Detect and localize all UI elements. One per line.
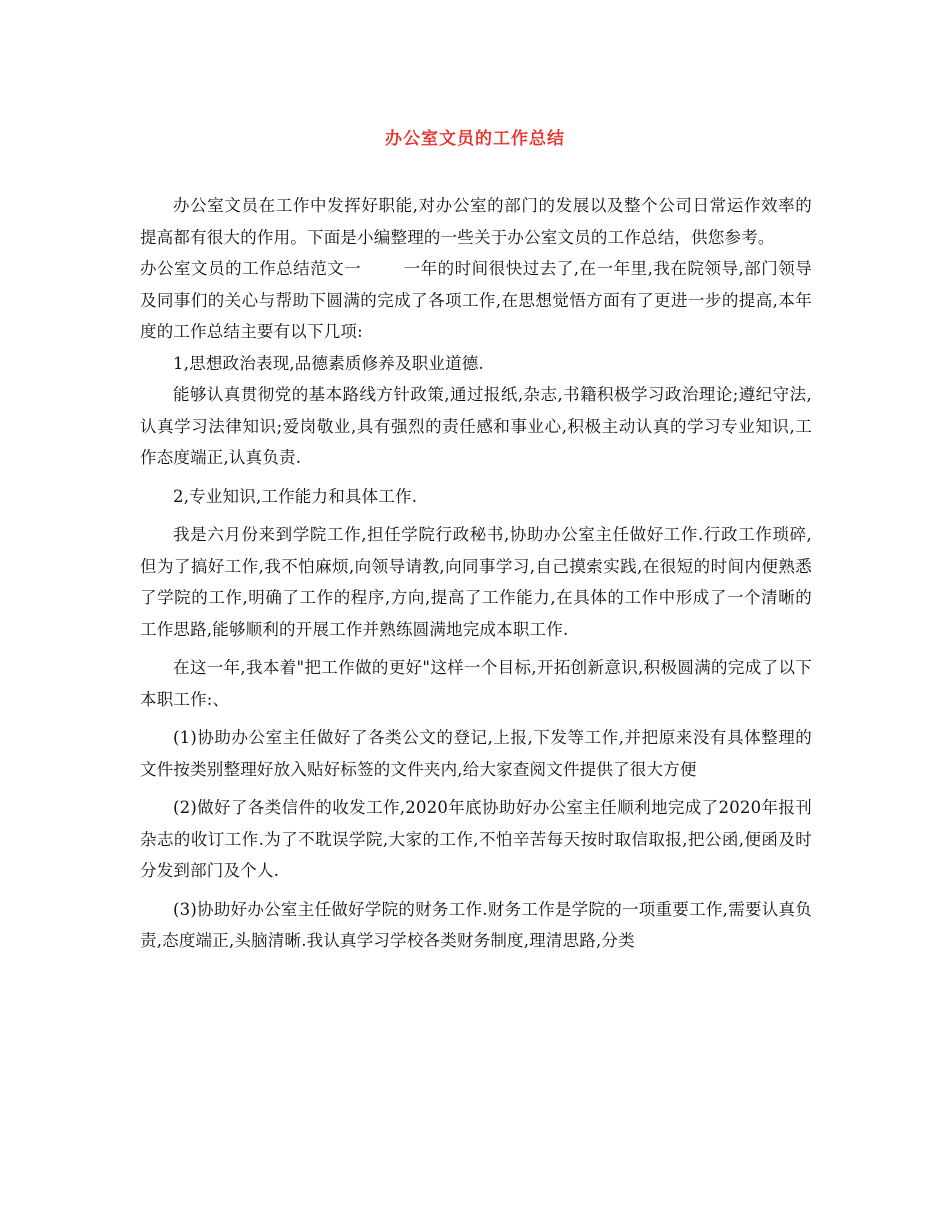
paragraph-work-intro: 我是六月份来到学院工作,担任学院行政秘书,协助办公室主任做好工作.行政工作琐碎,但为了搞好工作,我不怕麻烦,向领导请教,向同事学习,自己摸索实践,在很短的时间内便熟悉了学院的工作,明确了工作的程序,方向,提高了工作能力,在具体的工作中形成了一个清晰的工作思路,能够顺利的开展工作并熟练圆满地完成本职工作.: [140, 525, 812, 639]
section-first-text: 一年的时间很快过去了,在一年里,我在院领导,部门领导及同事们的关心与帮助下圆满的完成了各项工作,在思想觉悟方面有了更进一步的提高,本年度的工作总结主要有以下几项:: [140, 259, 813, 341]
paragraph-item-1: (1)协助办公室主任做好了各类公文的登记,上报,下发等工作,并把原来没有具体整理的文件按类别整理好放入贴好标签的文件夹内,给大家查阅文件提供了很大方便: [140, 728, 812, 779]
intro-paragraph: 办公室文员在工作中发挥好职能,对办公室的部门的发展以及整个公司日常运作效率的提高都有很大的作用。下面是小编整理的一些关于办公室文员的工作总结，供您参考。: [140, 196, 812, 247]
paragraph-political: 能够认真贯彻党的基本路线方针政策,通过报纸,杂志,书籍积极学习政治理论;遵纪守法,认真学习法律知识;爱岗敬业,具有强烈的责任感和事业心,积极主动认真的学习专业知识,工作态度端正,认真负责.: [140, 385, 812, 467]
heading-professional: 2,专业知识,工作能力和具体工作.: [173, 486, 418, 506]
paragraph-item-3: (3)协助好办公室主任做好学院的财务工作.财务工作是学院的一项重要工作,需要认真负责,态度端正,头脑清晰.我认真学习学校各类财务制度,理清思路,分类: [140, 899, 812, 950]
document-title: 办公室文员的工作总结: [385, 129, 565, 149]
section-paragraph: [140, 253, 812, 348]
document-body: [140, 190, 812, 957]
heading-political: 1,思想政治表现,品德素质修养及职业道德.: [173, 353, 484, 373]
paragraph-item-2: (2)做好了各类信件的收发工作,2020年底协助好办公室主任顺利地完成了2020年报刊杂志的收订工作.为了不耽误学院,大家的工作,不怕辛苦每天按时取信取报,把公函,便函及时分发到部门及个人.: [140, 798, 812, 880]
paragraph-goal: 在这一年,我本着"把工作做的更好"这样一个目标,开拓创新意识,积极圆满的完成了以下本职工作:、: [140, 658, 812, 709]
section-title: 办公室文员的工作总结范文一: [140, 259, 362, 278]
